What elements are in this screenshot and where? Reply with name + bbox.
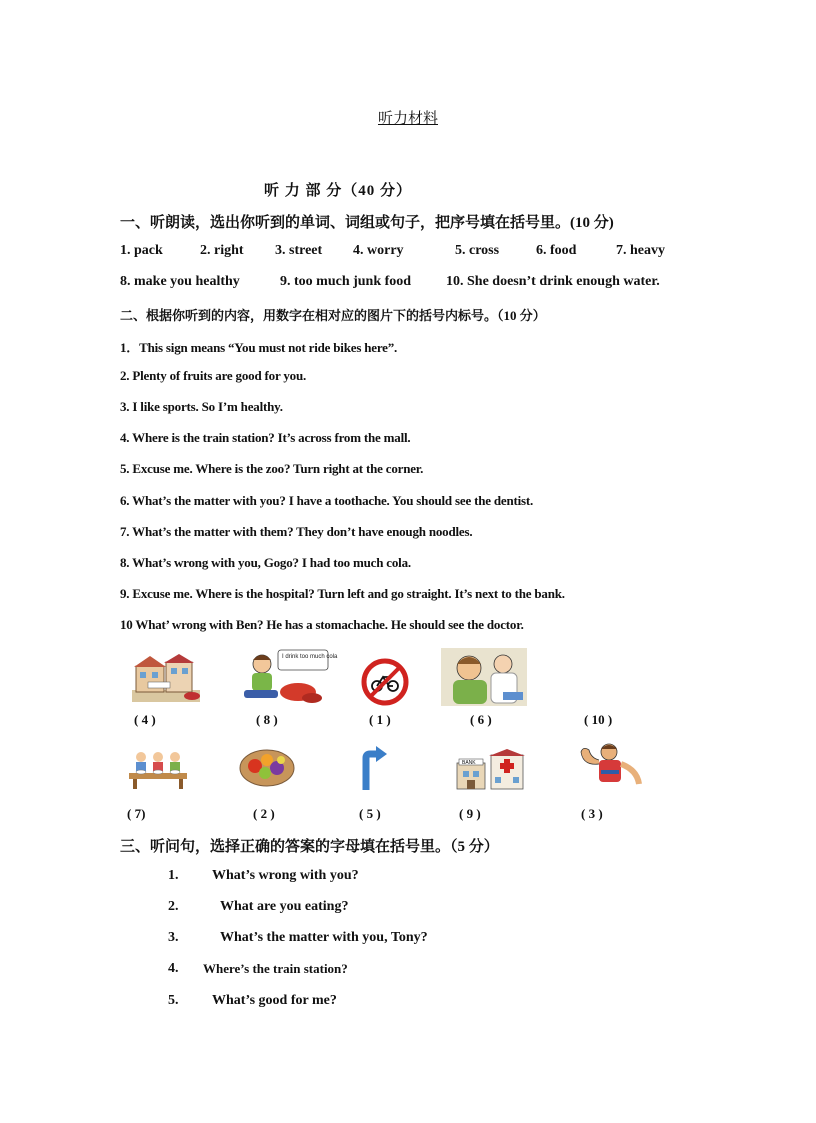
sentence-item: 1．This sign means “You must not ride bikes here”.	[120, 340, 398, 355]
doctor-boy-icon	[441, 648, 527, 706]
question-text: What’s the matter with you, Tony?	[220, 930, 428, 945]
question-text: Where’s the train station?	[203, 961, 348, 976]
listening-part-title: 听 力 部 分（40 分）	[264, 183, 413, 199]
answer-blank[interactable]: ( 9 )	[459, 806, 481, 821]
answer-blank[interactable]: ( 2 )	[253, 806, 275, 821]
section3-heading: 三、听问句，选择正确的答案的字母填在括号里。（5 分）	[120, 839, 499, 855]
sentence-item: 3. I like sports. So I’m healthy.	[120, 399, 283, 414]
question-number: 5.	[168, 993, 179, 1008]
question-text: What’s good for me?	[212, 993, 337, 1008]
answer-blank[interactable]: ( 10 )	[584, 712, 613, 727]
word-item: 6. food	[536, 243, 577, 258]
sentence-item: 9. Excuse me. Where is the hospital? Turn left and go straight. It’s next to the bank.	[120, 586, 565, 601]
sentence-item: 2. Plenty of fruits are good for you.	[120, 368, 307, 383]
sentence-item: 5. Excuse me. Where is the zoo? Turn right at the corner.	[120, 461, 424, 476]
fruit-plate-icon	[239, 746, 295, 788]
turn-right-arrow-icon	[358, 744, 388, 792]
answer-blank[interactable]: ( 1 )	[369, 712, 391, 727]
answer-blank[interactable]: ( 5 )	[359, 806, 381, 821]
phrase-item: 9. too much junk food	[280, 274, 412, 289]
speech-bubble-text: I drink too much cola	[282, 654, 338, 660]
question-text: What are you eating?	[220, 899, 349, 914]
muscle-man-icon	[575, 740, 647, 790]
section2-heading: 二、根据你听到的内容，用数字在相对应的图片下的括号内标号。（10 分）	[120, 308, 546, 323]
word-item: 7. heavy	[616, 243, 665, 258]
word-item: 3. street	[275, 243, 323, 258]
sentence-item: 6. What’s the matter with you? I have a toothache. You should see the dentist.	[120, 493, 534, 508]
question-number: 3.	[168, 930, 179, 945]
word-item: 2. right	[200, 243, 244, 258]
word-item: 1. pack	[120, 243, 163, 258]
word-item: 4. worry	[353, 243, 404, 258]
sentence-item: 4. Where is the train station? It’s across from the mall.	[120, 430, 411, 445]
phrase-item: 10. She doesn’t drink enough water.	[446, 274, 660, 289]
bank-sign-text: BANK	[462, 760, 476, 766]
word-item: 5. cross	[455, 243, 500, 258]
bank-hospital-icon	[455, 749, 525, 791]
sentence-item: 8. What’s wrong with you, Gogo? I had too much cola.	[120, 555, 411, 570]
sentence-item: 10 What’ wrong with Ben? He has a stomachache. He should see the doctor.	[120, 617, 524, 632]
page-title: 听力材料	[377, 111, 438, 127]
answer-blank[interactable]: ( 3 )	[581, 806, 603, 821]
answer-blank[interactable]: ( 6 )	[470, 712, 492, 727]
question-number: 4.	[168, 961, 179, 976]
answer-blank[interactable]: ( 7)	[127, 806, 146, 821]
phrase-item: 8. make you healthy	[120, 274, 240, 289]
question-number: 1.	[168, 868, 179, 883]
sentence-item: 7. What’s the matter with them? They don’t have enough noodles.	[120, 524, 473, 539]
no-bikes-sign-icon	[361, 658, 409, 706]
answer-blank[interactable]: ( 4 )	[134, 712, 156, 727]
boy-cola-icon	[238, 648, 338, 706]
question-number: 2.	[168, 899, 179, 914]
station-icon	[130, 652, 202, 704]
section1-heading: 一、听朗读，选出你听到的单词、词组或句子，把序号填在括号里。(10 分)	[120, 215, 614, 231]
noodle-table-icon	[127, 747, 189, 791]
answer-blank[interactable]: ( 8 )	[256, 712, 278, 727]
question-text: What’s wrong with you?	[212, 868, 359, 883]
